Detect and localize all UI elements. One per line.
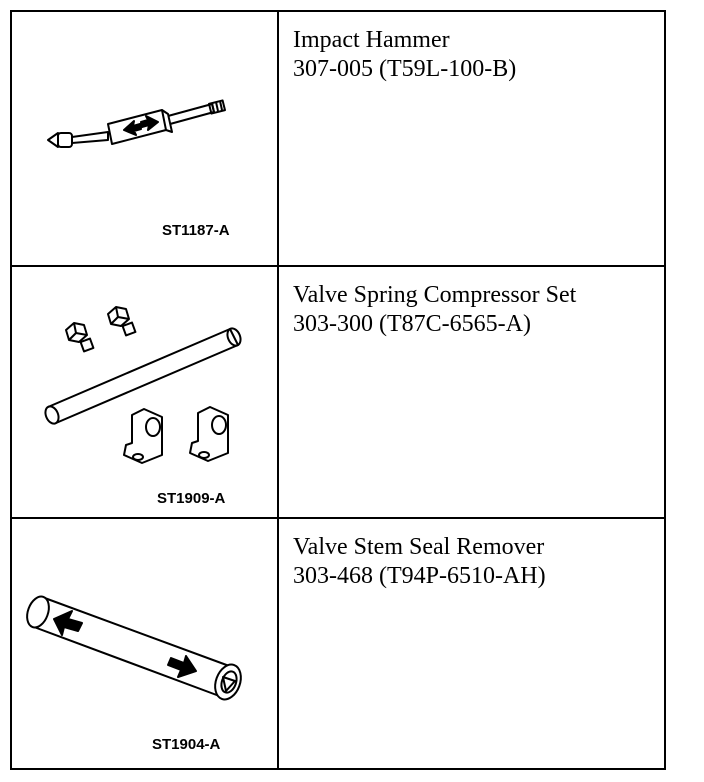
figure-label: ST1187-A (162, 222, 230, 239)
tool-image-cell (12, 519, 279, 768)
tool-name: Valve Spring Compressor Set (293, 282, 577, 308)
valve-stem-seal-remover-icon (12, 519, 277, 768)
impact-hammer-icon (12, 12, 277, 265)
tool-name: Impact Hammer (293, 27, 450, 53)
tool-description (279, 267, 664, 517)
tool-number: 303-300 (T87C-6565-A) (293, 311, 531, 337)
tool-image-cell (12, 12, 279, 265)
figure-label: ST1909-A (157, 490, 226, 507)
tool-row (12, 12, 664, 267)
tool-image-cell (12, 267, 279, 517)
tool-description (279, 519, 664, 768)
tool-name: Valve Stem Seal Remover (293, 534, 545, 560)
figure-label: ST1904-A (152, 736, 221, 753)
tool-number: 307-005 (T59L-100-B) (293, 56, 517, 82)
special-tools-table (10, 10, 666, 770)
tool-number: 303-468 (T94P-6510-AH) (293, 563, 546, 589)
tool-row (12, 519, 664, 768)
tool-description (279, 12, 664, 265)
valve-spring-compressor-set-icon (12, 267, 277, 517)
tool-row (12, 267, 664, 519)
